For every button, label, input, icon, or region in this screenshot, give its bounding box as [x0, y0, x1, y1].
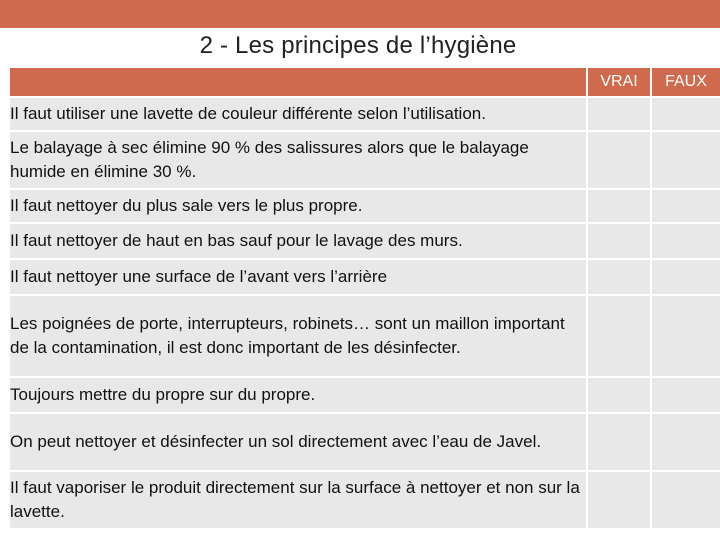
faux-answer-box[interactable] — [651, 223, 720, 259]
vrai-answer-box[interactable] — [587, 131, 651, 189]
vrai-answer-box[interactable] — [587, 189, 651, 223]
table-header-row — [9, 67, 720, 97]
top-accent-bar — [0, 0, 720, 28]
statement-cell: Il faut utiliser une lavette de couleur différente selon l’utilisation. — [9, 97, 587, 131]
vrai-answer-box[interactable] — [587, 97, 651, 131]
true-false-table — [8, 66, 720, 530]
slide-title — [0, 32, 720, 60]
table-row — [9, 295, 720, 377]
faux-answer-box[interactable] — [651, 189, 720, 223]
statement-cell: Il faut nettoyer du plus sale vers le plus propre. — [9, 189, 587, 223]
table-row — [9, 471, 720, 529]
vrai-answer-box[interactable] — [587, 223, 651, 259]
header-vrai: VRAI — [587, 67, 651, 97]
faux-answer-box[interactable] — [651, 131, 720, 189]
faux-answer-box[interactable] — [651, 413, 720, 471]
faux-answer-box[interactable] — [651, 295, 720, 377]
statement-cell: On peut nettoyer et désinfecter un sol directement avec l’eau de Javel. — [9, 413, 587, 471]
table-row — [9, 97, 720, 131]
statement-cell: Les poignées de porte, interrupteurs, robinets… sont un maillon important de la contamination, il est donc important de les désinfecter. — [9, 295, 587, 377]
vrai-answer-box[interactable] — [587, 413, 651, 471]
table-row — [9, 223, 720, 259]
statement-cell: Il faut nettoyer une surface de l’avant vers l’arrière — [9, 259, 587, 295]
header-statement-cell — [9, 67, 587, 97]
table-row — [9, 377, 720, 413]
statement-cell: Toujours mettre du propre sur du propre. — [9, 377, 587, 413]
vrai-answer-box[interactable] — [587, 259, 651, 295]
faux-answer-box[interactable] — [651, 259, 720, 295]
statement-cell: Il faut nettoyer de haut en bas sauf pour le lavage des murs. — [9, 223, 587, 259]
header-faux: FAUX — [651, 67, 720, 97]
faux-answer-box[interactable] — [651, 471, 720, 529]
faux-answer-box[interactable] — [651, 97, 720, 131]
table-row — [9, 259, 720, 295]
faux-answer-box[interactable] — [651, 377, 720, 413]
table-row — [9, 413, 720, 471]
vrai-answer-box[interactable] — [587, 471, 651, 529]
vrai-answer-box[interactable] — [587, 377, 651, 413]
statement-cell: Le balayage à sec élimine 90 % des salissures alors que le balayage humide en élimine 30 %. — [9, 131, 587, 189]
vrai-answer-box[interactable] — [587, 295, 651, 377]
statement-cell: Il faut vaporiser le produit directement sur la surface à nettoyer et non sur la lavette. — [9, 471, 587, 529]
table-row — [9, 131, 720, 189]
slide-title-text: 2 - Les principes de l’hygiène — [199, 32, 517, 59]
table-row — [9, 189, 720, 223]
